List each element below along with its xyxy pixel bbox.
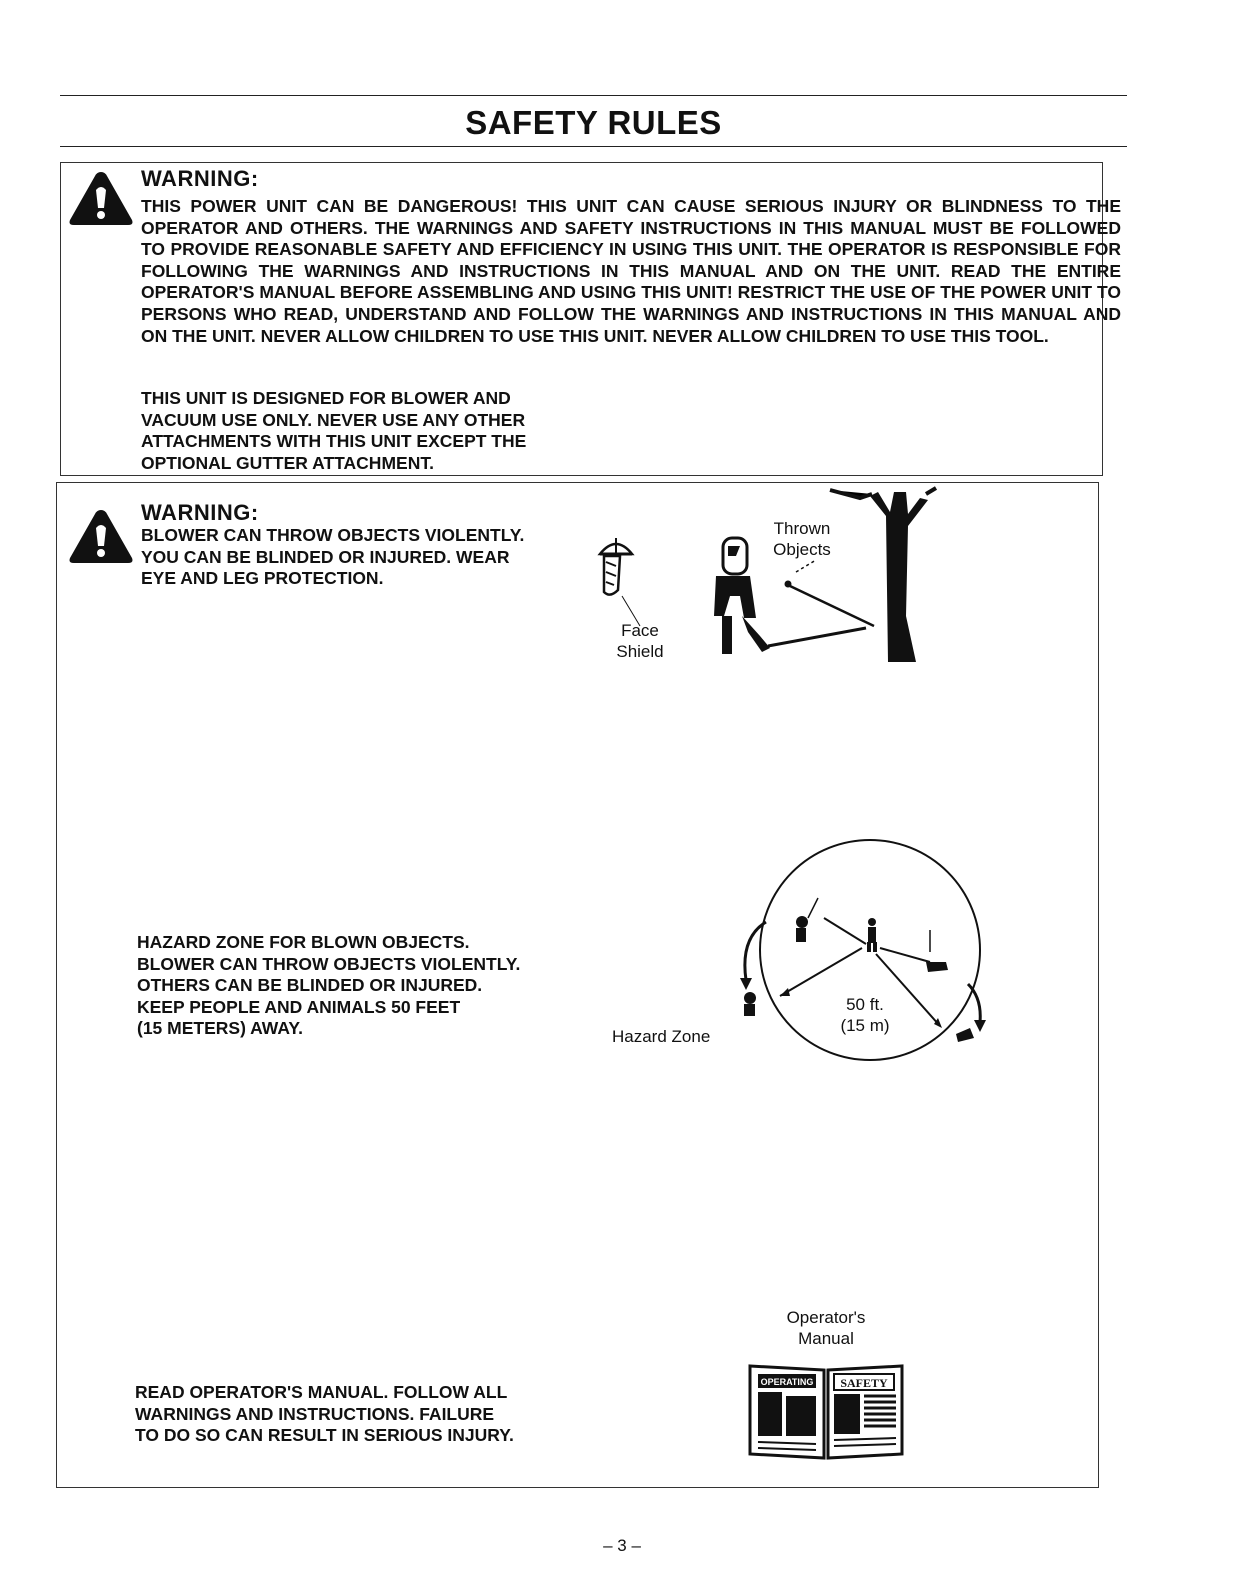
text-line: EYE AND LEG PROTECTION.	[141, 568, 384, 589]
title-underline	[60, 146, 1127, 147]
label-line: Thrown	[773, 519, 831, 538]
top-rule	[60, 95, 1127, 96]
text-line: READ OPERATOR'S MANUAL. FOLLOW ALL	[135, 1382, 508, 1402]
label-line: Objects	[773, 540, 831, 559]
hazard-zone-label: Hazard Zone	[612, 1027, 711, 1046]
label-line: Face	[621, 621, 659, 640]
label-line: Manual	[798, 1329, 854, 1348]
warning-heading-1: WARNING:	[141, 166, 259, 191]
distance-meters: (15 m)	[840, 1016, 890, 1035]
designed-use-note	[141, 388, 581, 474]
note-line: THIS UNIT IS DESIGNED FOR BLOWER AND	[141, 388, 511, 408]
blower-warning-text	[141, 525, 581, 590]
tree-icon	[830, 488, 936, 662]
operators-manual-icon	[746, 1362, 906, 1462]
label-line: Shield	[616, 642, 664, 661]
page-number: – 3 –	[603, 1536, 641, 1555]
text-line: BLOWER CAN THROW OBJECTS VIOLENTLY.	[141, 525, 525, 545]
face-shield-icon	[600, 538, 640, 626]
text-line: TO DO SO CAN RESULT IN SERIOUS INJURY.	[135, 1425, 514, 1446]
hazard-zone-text	[137, 932, 557, 1040]
operator-figure	[867, 918, 877, 952]
cover-right-text: SAFETY	[840, 1376, 888, 1390]
face-shield-label	[605, 620, 675, 662]
text-line: BLOWER CAN THROW OBJECTS VIOLENTLY.	[137, 953, 521, 974]
note-line: OPTIONAL GUTTER ATTACHMENT.	[141, 452, 434, 473]
distance-feet: 50 ft.	[846, 995, 884, 1014]
text-line: HAZARD ZONE FOR BLOWN OBJECTS.	[137, 932, 470, 952]
cover-left-text: OPERATING	[760, 1377, 814, 1387]
warning-triangle-icon	[66, 168, 136, 228]
operators-manual-label	[766, 1307, 886, 1349]
warning-triangle-icon	[66, 506, 136, 566]
page-title: SAFETY RULES	[465, 104, 722, 141]
distance-label	[830, 994, 900, 1036]
text-line: OTHERS CAN BE BLINDED OR INJURED.	[137, 975, 483, 996]
label-line: Operator's	[786, 1308, 866, 1327]
warning-heading-2: WARNING:	[141, 500, 259, 525]
text-line: KEEP PEOPLE AND ANIMALS 50 FEET	[137, 996, 461, 1017]
warning-paragraph-1: THIS POWER UNIT CAN BE DANGEROUS! THIS UNIT CAN CAUSE SERIOUS INJURY OR BLINDNESS TO THE OPERATOR AND OTHERS. THE WARNINGS AND SAFETY INSTRUCTIONS IN THIS MANUAL MUST BE FOLLOWED TO PROVIDE REASONABLE SAFETY AND EFFICIENCY IN USING THIS UNIT. THE OPERATOR IS RESPONSIBLE FOR FOLLOWING THE WARNINGS AND INSTRUCTIONS IN THIS MANUAL AND ON THE UNIT. READ THE ENTIRE OPERATOR'S MANUAL BEFORE ASSEMBLING AND USING THIS UNIT! RESTRICT THE USE OF THE POWER UNIT TO PERSONS WHO READ, UNDERSTAND AND FOLLOW THE WARNINGS AND INSTRUCTIONS IN THIS MANUAL AND ON THE UNIT. NEVER ALLOW CHILDREN TO USE THIS UNIT. NEVER ALLOW CHILDREN TO USE THIS TOOL.	[141, 196, 1121, 346]
thrown-objects-label	[762, 518, 842, 560]
read-manual-text	[135, 1382, 555, 1447]
text-line: (15 METERS) AWAY.	[137, 1018, 303, 1039]
note-line: ATTACHMENTS WITH THIS UNIT EXCEPT THE	[141, 431, 527, 452]
text-line: WARNINGS AND INSTRUCTIONS. FAILURE	[135, 1403, 495, 1424]
text-line: YOU CAN BE BLINDED OR INJURED. WEAR	[141, 546, 510, 567]
note-line: VACUUM USE ONLY. NEVER USE ANY OTHER	[141, 409, 526, 430]
